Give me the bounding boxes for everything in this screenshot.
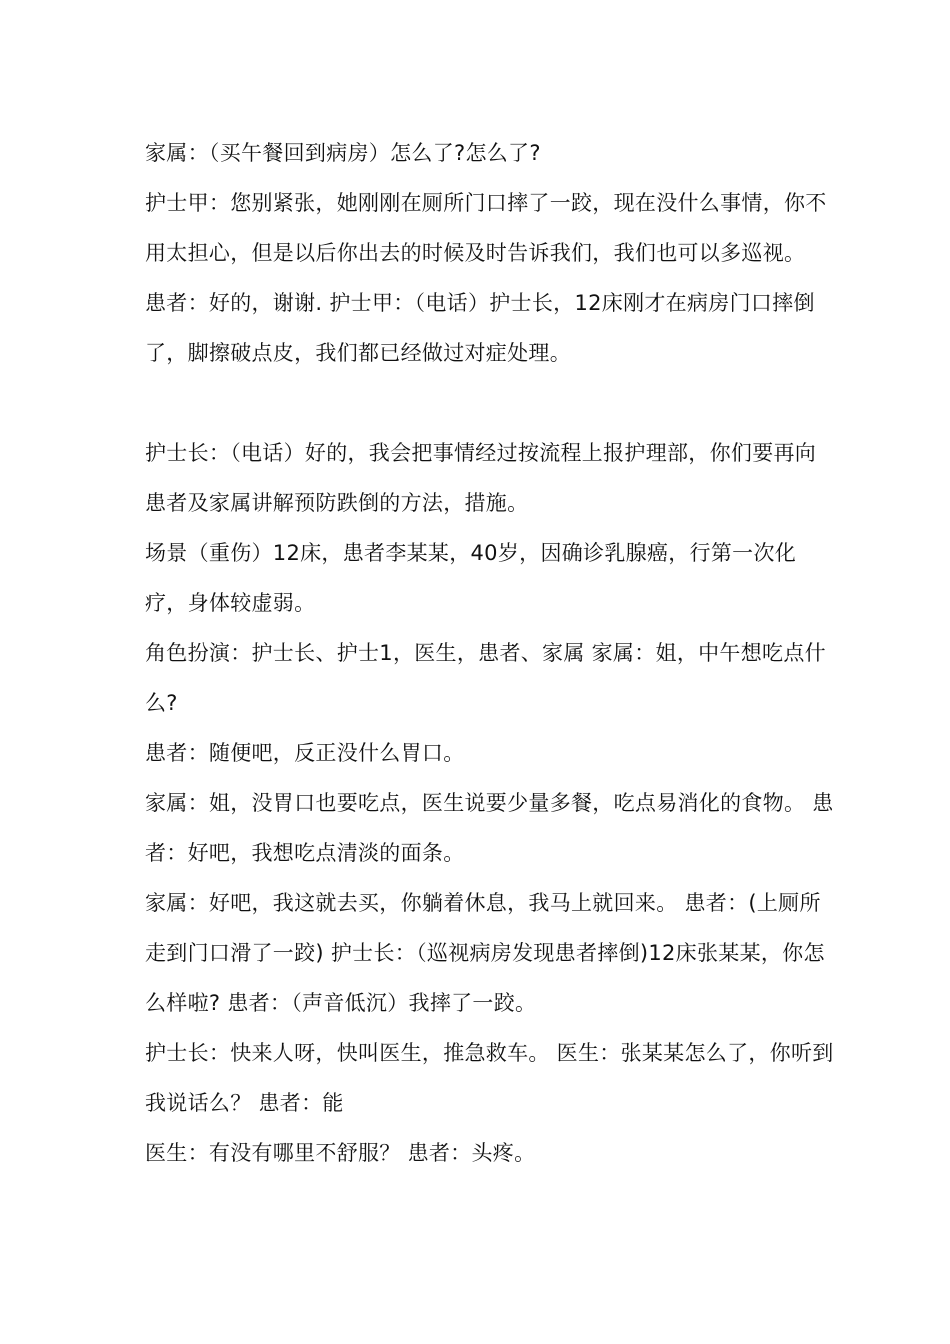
paragraph-fall-discovered: 家属：好吧，我这就去买，你躺着休息，我马上就回来。 患者：(上厕所走到门口滑了一跤) 护士长：（巡视病房发现患者摔倒)12床张某某，你怎么样啦? 患者：（声音低沉）我摔了一跤。: [145, 891, 825, 1015]
paragraph-emergency-call: 护士长：快来人呀，快叫医生，推急救车。 医生：张某某怎么了，你听到我说话么？ 患者：能: [145, 1041, 834, 1115]
paragraph-patient-thanks-nurse-call: 患者：好的，谢谢. 护士甲：（电话）护士长，12床刚才在病房门口摔倒了，脚擦破点皮，我们都已经做过对症处理。: [145, 291, 815, 365]
paragraph-patient-no-appetite: 患者：随便吧，反正没什么胃口。: [145, 741, 465, 765]
paragraph-spacer: [145, 378, 835, 428]
document-body: [145, 128, 835, 1178]
paragraph-head-nurse-phone: 护士长：（电话）好的，我会把事情经过按流程上报护理部，你们要再向患者及家属讲解预防跌倒的方法，措施。: [145, 441, 817, 515]
paragraph-scene-severe-injury: 场景（重伤）12床，患者李某某，40岁，因确诊乳腺癌，行第一次化疗，身体较虚弱。: [145, 541, 797, 615]
paragraph-family-return: 家属：（买午餐回到病房）怎么了?怎么了?: [145, 141, 541, 165]
paragraph-role-play: 角色扮演：护士长、护士1，医生，患者、家属 家属：姐，中午想吃点什么?: [145, 641, 826, 715]
paragraph-nurse-a-reassure: 护士甲：您别紧张，她刚刚在厕所门口摔了一跤，现在没什么事情，你不用太担心，但是以后你出去的时候及时告诉我们，我们也可以多巡视。: [145, 191, 827, 265]
paragraph-family-advice: 家属：姐，没胃口也要吃点，医生说要少量多餐，吃点易消化的食物。 患者：好吧，我想吃点清淡的面条。: [145, 791, 834, 865]
paragraph-doctor-question: 医生：有没有哪里不舒服？ 患者：头疼。: [145, 1141, 536, 1165]
